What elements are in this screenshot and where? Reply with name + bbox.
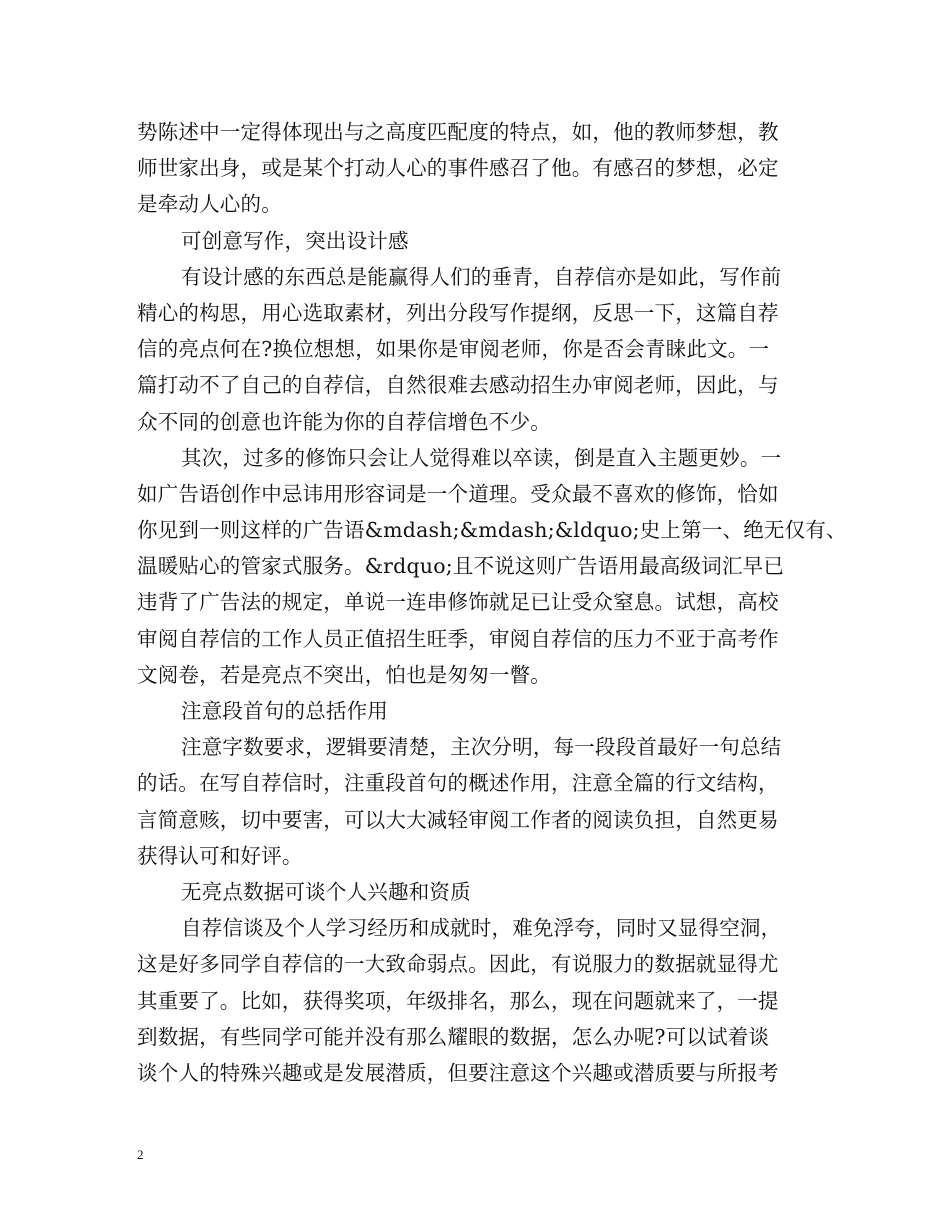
- text-line: 篇打动不了自己的自荐信，自然很难去感动招生办审阅老师，因此，与: [137, 373, 779, 398]
- text-line: 言简意赅，切中要害，可以大大减轻审阅工作者的阅读负担，自然更易: [137, 807, 779, 832]
- text-line: 其次，过多的修饰只会让人觉得难以卒读，倒是直入主题更妙。一: [181, 445, 782, 470]
- text-line: 众不同的创意也许能为你的自荐信增色不少。: [137, 409, 551, 434]
- text-line: 如广告语创作中忌讳用形容词是一个道理。受众最不喜欢的修饰，恰如: [137, 481, 779, 506]
- document-body: [137, 114, 847, 1091]
- text-line: 谈个人的特殊兴趣或是发展潜质，但要注意这个兴趣或潜质要与所报考: [137, 1060, 779, 1085]
- text-line: 获得认可和好评。: [137, 843, 303, 868]
- page-number: 2: [137, 1147, 144, 1162]
- text-line: 文阅卷，若是亮点不突出，怕也是匆匆一瞥。: [137, 662, 551, 687]
- text-line: 审阅自荐信的工作人员正值招生旺季，审阅自荐信的压力不亚于高考作: [137, 626, 779, 651]
- text-line: 其重要了。比如，获得奖项，年级排名，那么，现在问题就来了，一提: [137, 988, 779, 1013]
- text-line: 信的亮点何在?换位想想，如果你是审阅老师，你是否会青睐此文。一: [137, 337, 770, 362]
- text-line: 是牵动人心的。: [137, 192, 282, 217]
- text-line: 的话。在写自荐信时，注重段首句的概述作用，注意全篇的行文结构，: [137, 771, 779, 796]
- text-line: 注意段首句的总括作用: [181, 699, 388, 723]
- text-line: 你见到一则这样的广告语&mdash;&mdash;&ldquo;史上第一、绝无仅有、: [137, 518, 847, 543]
- text-line: 师世家出身，或是某个打动人心的事件感召了他。有感召的梦想，必定: [137, 156, 779, 181]
- text-line: 注意字数要求，逻辑要清楚，主次分明，每一段段首最好一句总结: [181, 735, 782, 760]
- text-line: 无亮点数据可谈个人兴趣和资质: [181, 879, 471, 904]
- text-line: 势陈述中一定得体现出与之高度匹配度的特点，如，他的教师梦想，教: [137, 120, 779, 144]
- text-line: 到数据，有些同学可能并没有那么耀眼的数据，怎么办呢?可以试着谈: [137, 1024, 770, 1049]
- text-line: 自荐信谈及个人学习经历和成就时，难免浮夸，同时又显得空洞，: [181, 916, 782, 941]
- text-line: 有设计感的东西总是能赢得人们的垂青，自荐信亦是如此，写作前: [181, 264, 782, 289]
- text-line: 可创意写作，突出设计感: [181, 228, 409, 253]
- text-line: 精心的构思，用心选取素材，列出分段写作提纲，反思一下，这篇自荐: [137, 300, 779, 325]
- text-line: 违背了广告法的规定，单说一连串修饰就足已让受众窒息。试想，高校: [137, 590, 779, 615]
- text-line: 温暖贴心的管家式服务。&rdquo;且不说这则广告语用最高级词汇早已: [137, 554, 785, 579]
- text-line: 这是好多同学自荐信的一大致命弱点。因此，有说服力的数据就显得尤: [137, 952, 779, 977]
